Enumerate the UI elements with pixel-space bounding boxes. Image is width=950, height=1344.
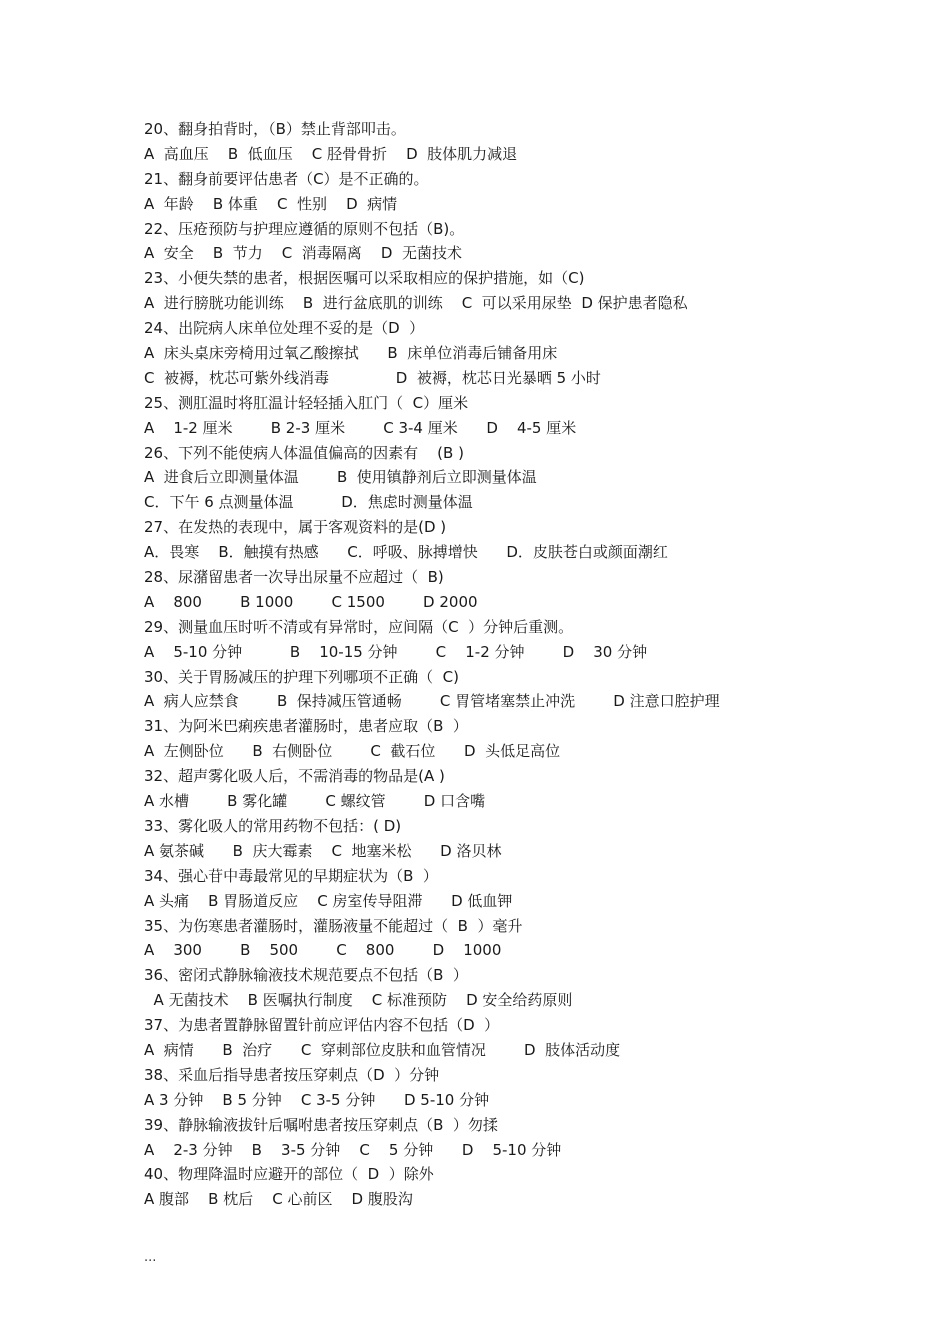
text-line: 28、尿潴留患者一次导出尿量不应超过（ B)	[144, 568, 444, 587]
text-line: 38、采血后指导患者按压穿刺点（D ）分钟	[144, 1065, 440, 1084]
text-line: A 安全 B 节力 C 消毒隔离 D 无菌技术	[144, 244, 462, 263]
text-line: 32、超声雾化吸人后，不需消毒的物品是(A )	[144, 767, 445, 786]
text-line: 29、测量血压时听不清或有异常时，应间隔（C ）分钟后重测。	[144, 617, 574, 636]
text-line: C．下午 6 点测量体温 D．焦虑时测量体温	[144, 493, 473, 512]
text-line: A 800 B 1000 C 1500 D 2000	[144, 592, 478, 611]
text-line: A．畏寒 B．触摸有热感 C．呼吸、脉搏增快 D．皮肤苍白或颜面潮红	[144, 543, 668, 562]
text-line: A 5-10 分钟 B 10-15 分钟 C 1-2 分钟 D 30 分钟	[144, 642, 648, 661]
text-line: A 无菌技术 B 医嘱执行制度 C 标准预防 D 安全给药原则	[144, 991, 573, 1010]
page-footer: ...	[144, 1250, 157, 1265]
text-line: 37、为患者置静脉留置针前应评估内容不包括（D ）	[144, 1016, 500, 1035]
text-line: A 2-3 分钟 B 3-5 分钟 C 5 分钟 D 5-10 分钟	[144, 1140, 562, 1159]
text-line: 34、强心苷中毒最常见的早期症状为（B ）	[144, 866, 438, 885]
text-line: A 进行膀胱功能训练 B 进行盆底肌的训练 C 可以采用尿垫 D 保护患者隐私	[144, 294, 688, 313]
text-line: A 左侧卧位 B 右侧卧位 C 截石位 D 头低足高位	[144, 742, 561, 761]
text-line: 24、出院病人床单位处理不妥的是（D ）	[144, 319, 425, 338]
text-line: A 氨茶碱 B 庆大霉素 C 地塞米松 D 洛贝林	[144, 841, 502, 860]
text-line: A 进食后立即测量体温 B 使用镇静剂后立即测量体温	[144, 468, 537, 487]
text-line: 22、压疮预防与护理应遵循的原则不包括（B)。	[144, 219, 465, 238]
text-line: A 床头桌床旁椅用过氧乙酸擦拭 B 床单位消毒后铺备用床	[144, 344, 558, 363]
text-line: A 病情 B 治疗 C 穿刺部位皮肤和血管情况 D 肢体活动度	[144, 1040, 621, 1059]
text-line: 21、翻身前要评估患者（C）是不正确的。	[144, 169, 429, 188]
text-line: C 被褥，枕芯可紫外线消毒 D 被褥，枕芯日光暴晒 5 小时	[144, 368, 601, 387]
text-line: A 高血压 B 低血压 C 胫骨骨折 D 肢体肌力减退	[144, 144, 518, 163]
text-line: 27、在发热的表现中，属于客观资料的是(D )	[144, 518, 447, 537]
text-line: A 腹部 B 枕后 C 心前区 D 腹股沟	[144, 1190, 413, 1209]
text-line: 40、物理降温时应避开的部位（ D ）除外	[144, 1165, 434, 1184]
text-line: 30、关于胃肠减压的护理下列哪项不正确（ C)	[144, 667, 459, 686]
text-line: 23、小便失禁的患者，根据医嘱可以采取相应的保护措施，如（C)	[144, 269, 585, 288]
text-line: A 病人应禁食 B 保持减压管通畅 C 胃管堵塞禁止冲洗 D 注意口腔护理	[144, 692, 720, 711]
text-line: A 1-2 厘米 B 2-3 厘米 C 3-4 厘米 D 4-5 厘米	[144, 418, 577, 437]
text-line: 31、为阿米巴痢疾患者灌肠时，患者应取（B ）	[144, 717, 468, 736]
text-line: A 3 分钟 B 5 分钟 C 3-5 分钟 D 5-10 分钟	[144, 1090, 490, 1109]
text-line: 35、为伤寒患者灌肠时，灌肠液量不能超过（ B ）毫升	[144, 916, 523, 935]
text-line: A 水槽 B 雾化罐 C 螺纹管 D 口含嘴	[144, 792, 486, 811]
text-line: 25、测肛温时将肛温计轻轻插入肛门（ C）厘米	[144, 393, 469, 412]
text-line: 26、下列不能使病人体温值偏高的因素有 (B )	[144, 443, 464, 462]
text-line: A 300 B 500 C 800 D 1000	[144, 941, 502, 960]
text-line: 39、静脉输液拔针后嘱咐患者按压穿刺点（B ）勿揉	[144, 1115, 498, 1134]
text-line: A 年龄 B 体重 C 性别 D 病情	[144, 194, 398, 213]
text-line: 20、翻身拍背时，（B）禁止背部叩击。	[144, 120, 406, 138]
document-body	[144, 117, 904, 1212]
text-line: A 头痛 B 胃肠道反应 C 房室传导阻滞 D 低血钾	[144, 891, 513, 910]
text-line: 33、雾化吸人的常用药物不包括：( D)	[144, 816, 402, 835]
text-line: 36、密闭式静脉输液技术规范要点不包括（B ）	[144, 966, 468, 985]
